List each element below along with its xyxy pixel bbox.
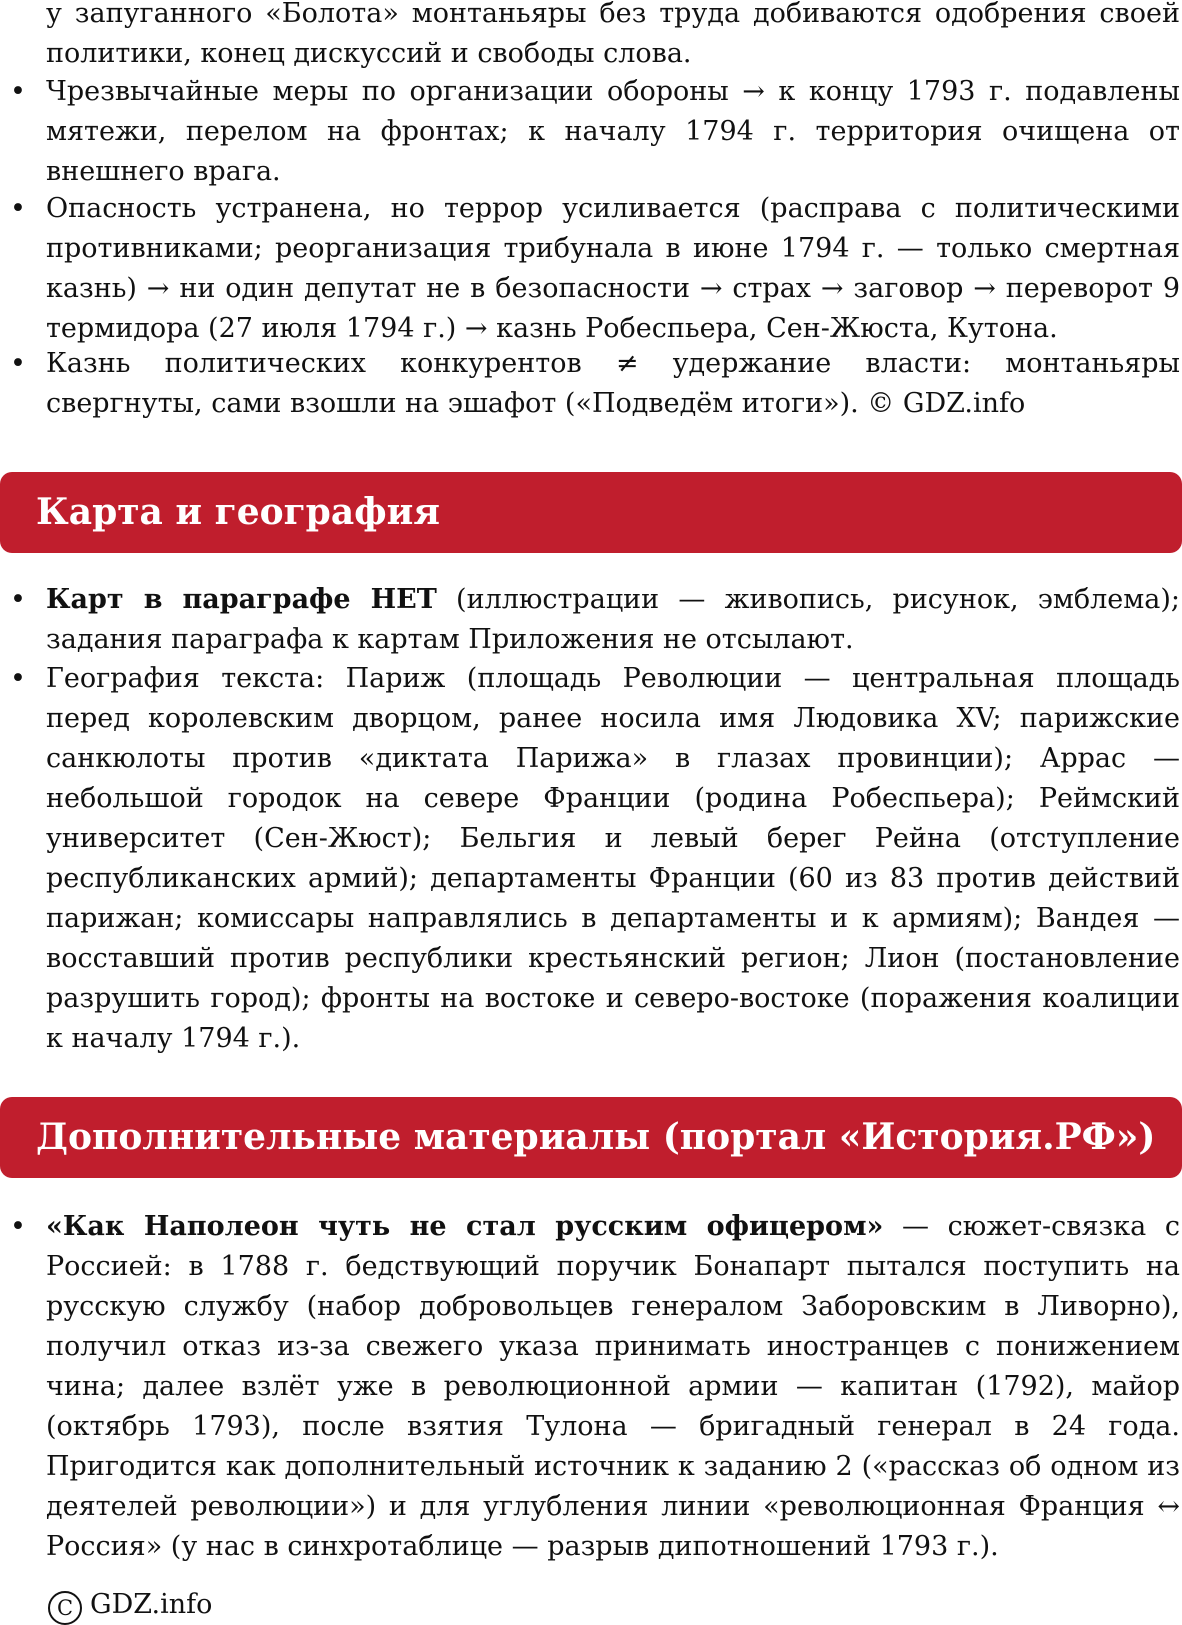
extra-bullet-1 xyxy=(46,1207,1180,1567)
footer-copyright xyxy=(48,1585,212,1625)
copyright-icon: C xyxy=(48,1591,82,1625)
bullet-marker xyxy=(10,344,50,384)
extra-bullet-1-rest: — сюжет-связка с Россией: в 1788 г. бедствующий поручик Бонапарт пытался поступить на русскую службу (набор добровольцев генералом Заборовским в Ливорно), получил отказ из-за свежего указа принимать иностранцев с понижением чина; далее взлёт уже в революционной армии — капитан (1792), майор (октябрь 1793), после взятия Тулона — бригадный генерал в 24 года. Пригодится как дополнительный источник к заданию 2 («рассказ об одном из деятелей революции») и для углубления линии «революционная Франция ↔ Россия» (у нас в синхротаблице — разрыв дипотношений 1793 г.). xyxy=(46,1211,1180,1562)
intro-bullet-1: Чрезвычайные меры по организации обороны → к концу 1793 г. подавлены мятежи, перелом на фронтах; к началу 1794 г. территория очищена от внешнего врага. xyxy=(46,76,1180,187)
map-bullet-1-bold: Карт в параграфе НЕТ xyxy=(46,584,437,615)
extra-bullet-1-bold: «Как Наполеон чуть не стал русским офицером» xyxy=(46,1211,884,1242)
footer-text: GDZ.info xyxy=(90,1589,213,1620)
bullet-marker xyxy=(10,72,50,112)
section-header-map xyxy=(0,472,1182,553)
map-bullet-1-rest: (иллюстрации — живопись, рисунок, эмблема); задания параграфа к картам Приложения не отсылают. xyxy=(46,584,1180,655)
bullet-marker xyxy=(10,580,50,620)
intro-bullet-2: Опасность устранена, но террор усиливается (расправа с политическими противниками; реорганизация трибунала в июне 1794 г. — только смертная казнь) → ни один депутат не в безопасности → страх → заговор → переворот 9 термидора (27 июля 1794 г.) → казнь Робеспьера, Сен-Жюста, Кутона. xyxy=(46,193,1180,344)
intro-continuation: у запуганного «Болота» монтаньяры без труда добиваются одобрения своей политики, конец дискуссий и свободы слова. xyxy=(46,0,1180,69)
bullet-marker xyxy=(10,1207,50,1247)
bullet-marker xyxy=(10,659,50,699)
map-bullet-1 xyxy=(46,580,1180,660)
intro-bullet-3: Казнь политических конкурентов ≠ удержание власти: монтаньяры свергнуты, сами взошли на эшафот («Подведём итоги»). © GDZ.info xyxy=(46,348,1180,419)
section-title-map: Карта и география xyxy=(36,491,440,533)
section-title-extra: Дополнительные материалы (портал «История.РФ») xyxy=(36,1116,1156,1158)
section-header-extra xyxy=(0,1097,1182,1178)
bullet-marker xyxy=(10,189,50,229)
map-bullet-2: География текста: Париж (площадь Революции — центральная площадь перед королевским дворцом, ранее носила имя Людовика XV; парижские санкюлоты против «диктата Парижа» в глазах провинции); Аррас — небольшой городок на севере Франции (родина Робеспьера); Реймский университет (Сен-Жюст); Бельгия и левый берег Рейна (отступление республиканских армий); департаменты Франции (60 из 83 против действий парижан; комиссары направлялись в департаменты и к армиям); Вандея — восставший против республики крестьянский регион; Лион (постановление разрушить город); фронты на востоке и северо-востоке (поражения коалиции к началу 1794 г.). xyxy=(46,663,1180,1054)
